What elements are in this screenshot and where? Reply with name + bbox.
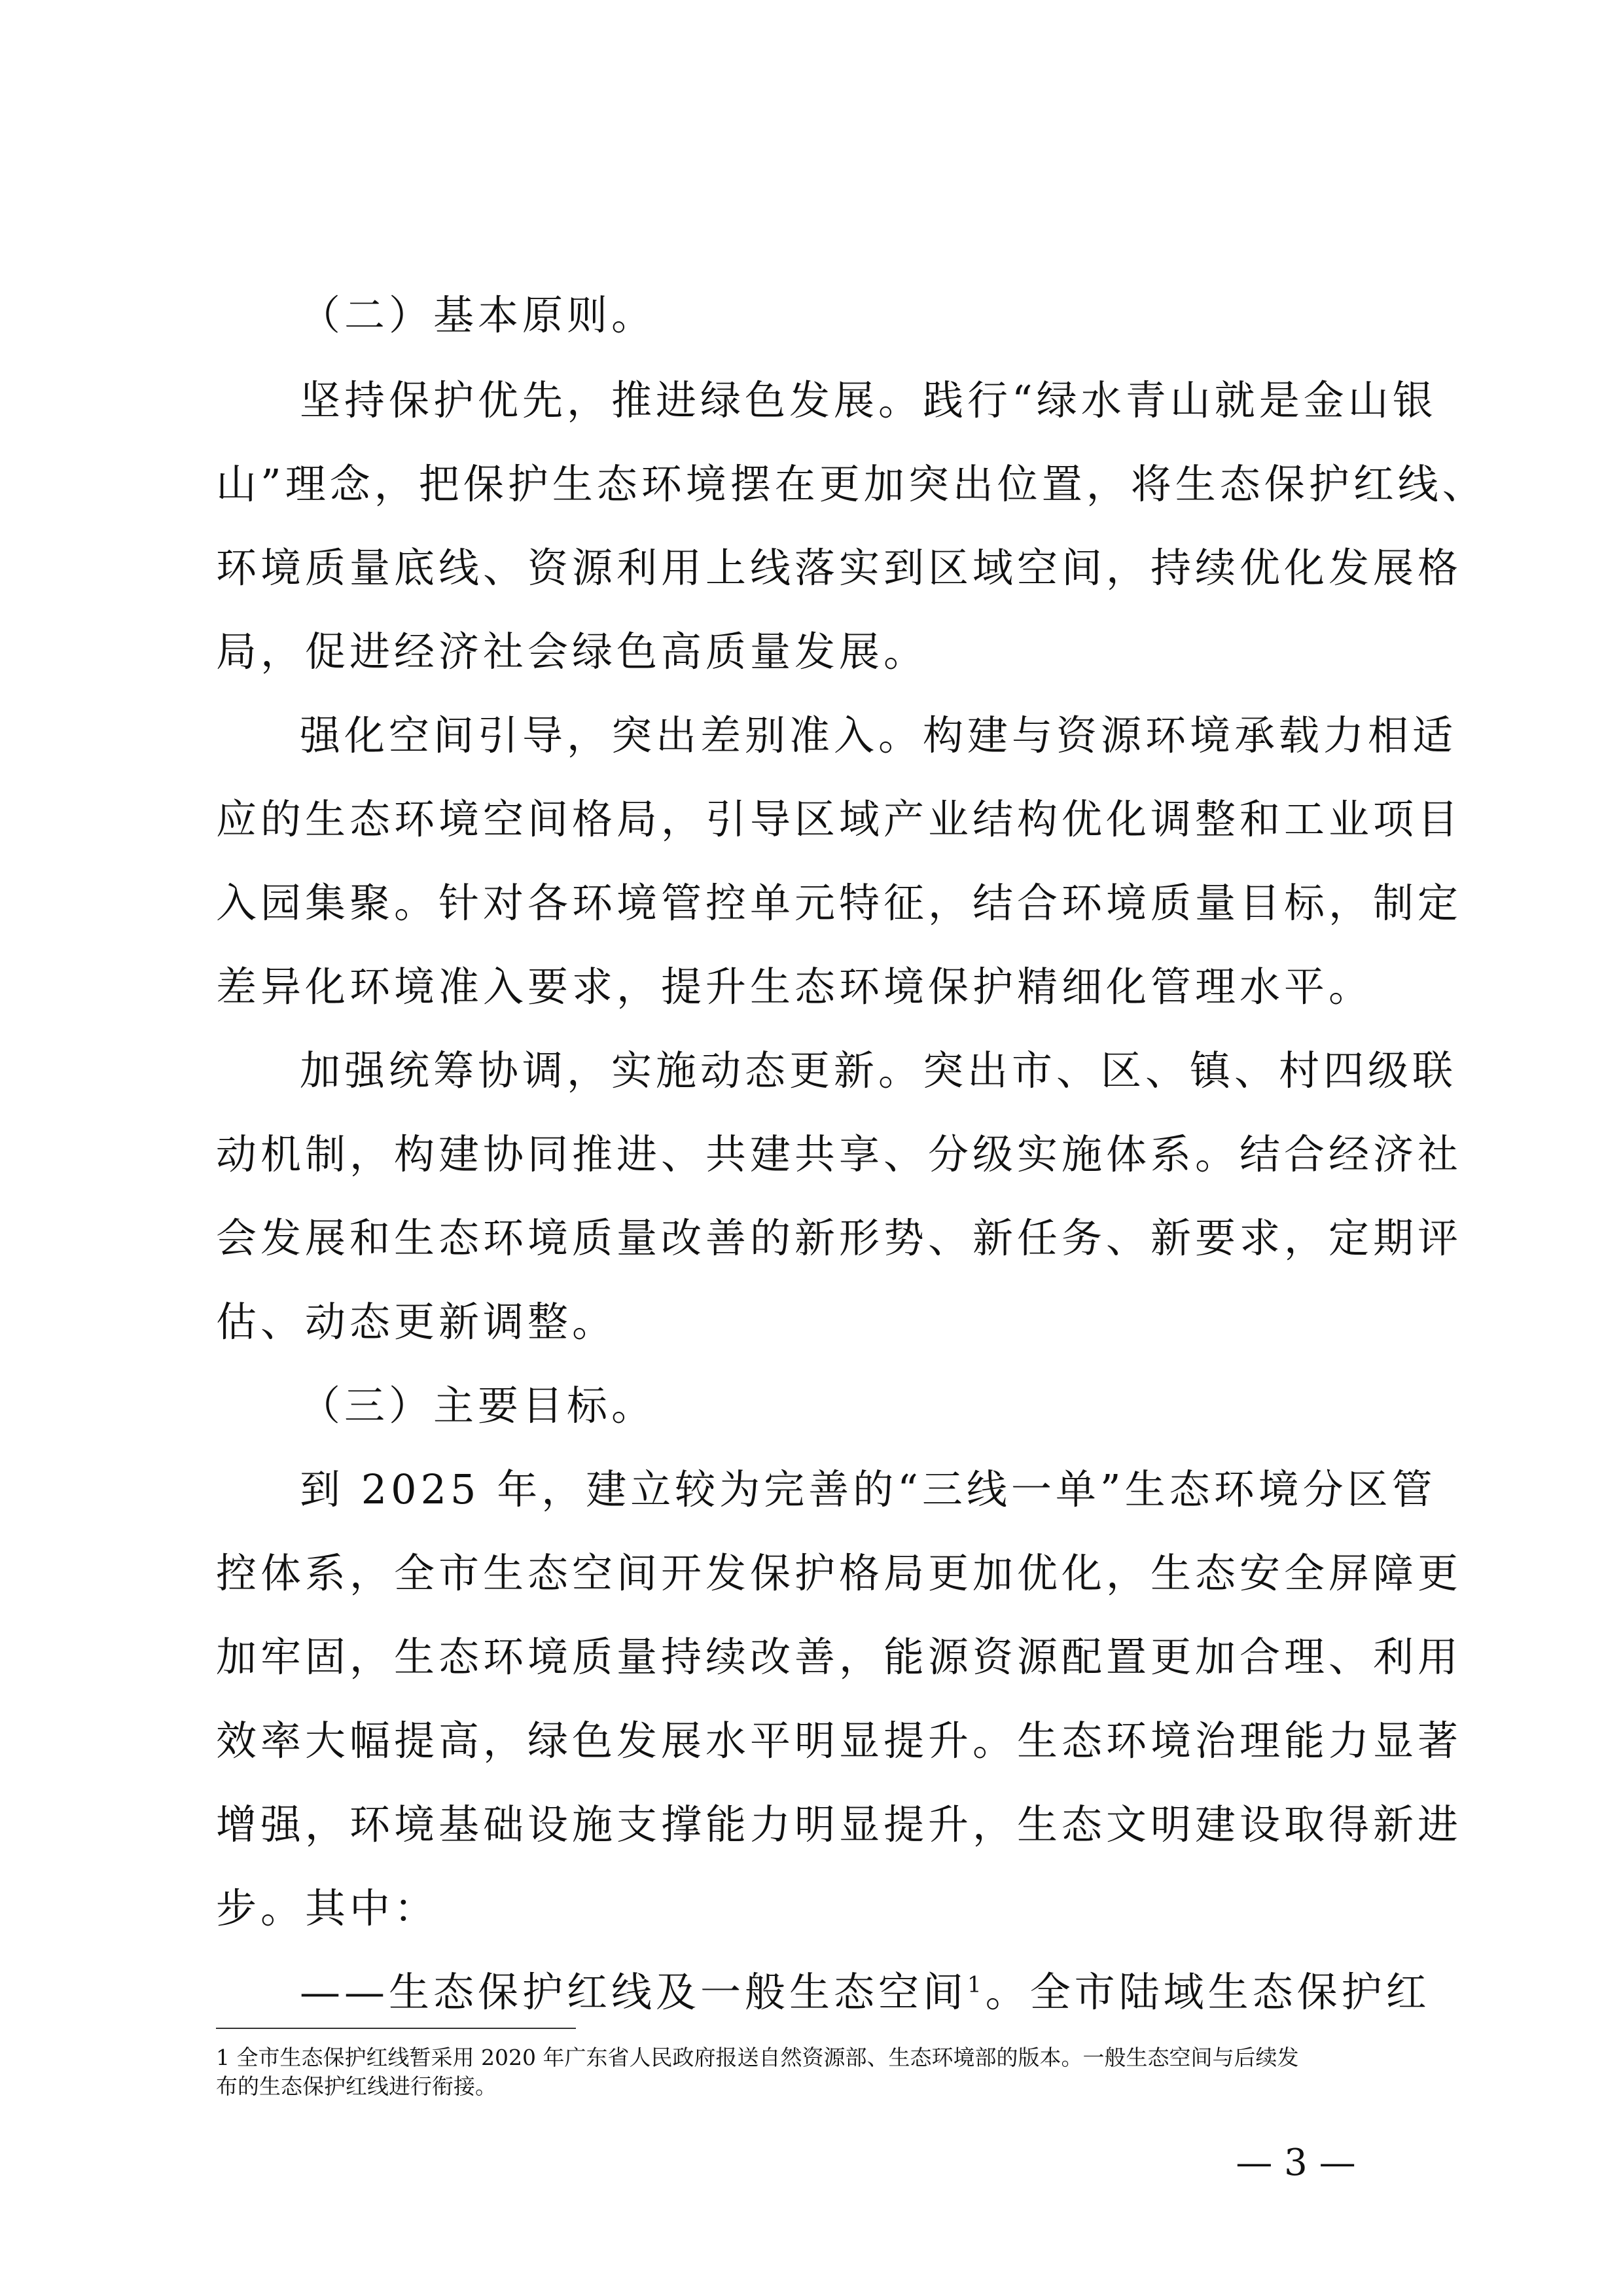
paragraph-line: 坚持保护优先，推进绿色发展。践行“绿水青山就是金山银: [300, 376, 1437, 424]
line-text-after-ref: 。全市陆域生态保护红: [985, 1968, 1431, 2016]
paragraph-line: 加牢固，生态环境质量持续改善，能源资源配置更加合理、利用: [216, 1633, 1463, 1681]
paragraph-line: 效率大幅提高，绿色发展水平明显提升。生态环境治理能力显著: [216, 1717, 1463, 1765]
paragraph-line: 步。其中：: [216, 1884, 439, 1932]
paragraph-line: 动机制，构建协同推进、共建共享、分级实施体系。结合经济社: [216, 1130, 1463, 1178]
page-number: — 3 —: [1236, 2142, 1356, 2184]
paragraph-line: 加强统筹协调，实施动态更新。突出市、区、镇、村四级联: [300, 1047, 1457, 1094]
paragraph-line: 环境质量底线、资源利用上线落实到区域空间，持续优化发展格: [216, 544, 1463, 592]
paragraph-line: 山”理念，把保护生态环境摆在更加突出位置，将生态保护红线、: [216, 460, 1487, 508]
footnote-line: 布的生态保护红线进行衔接。: [216, 2073, 497, 2099]
paragraph-line: 会发展和生态环境质量改善的新形势、新任务、新要求，定期评: [216, 1214, 1463, 1262]
line-text-before-ref: ——生态保护红线及一般生态空间: [300, 1968, 968, 2016]
section-heading-goals: （三）主要目标。: [300, 1382, 656, 1429]
paragraph-line: 增强，环境基础设施支撑能力明显提升，生态文明建设取得新进: [216, 1801, 1463, 1848]
section-heading-principles: （二）基本原则。: [300, 291, 656, 339]
paragraph-line: 局，促进经济社会绿色高质量发展。: [216, 628, 929, 675]
footnote-divider: [216, 2028, 576, 2029]
paragraph-line: 差异化环境准入要求，提升生态环境保护精细化管理水平。: [216, 963, 1374, 1011]
footnote-line: 1 全市生态保护红线暂采用 2020 年广东省人民政府报送自然资源部、生态环境部的版本。一般生态空间与后续发: [216, 2045, 1299, 2070]
paragraph-line: 强化空间引导，突出差别准入。构建与资源环境承载力相适: [300, 711, 1457, 759]
paragraph-line: 应的生态环境空间格局，引导区域产业结构优化调整和工业项目: [216, 795, 1463, 843]
paragraph-line: 估、动态更新调整。: [216, 1298, 617, 1346]
paragraph-line-with-footnote-ref: [216, 1966, 1431, 2018]
paragraph-line: 到 2025 年，建立较为完善的“三线一单”生态环境分区管: [300, 1465, 1436, 1513]
paragraph-line: 控体系，全市生态空间开发保护格局更加优化，生态安全屏障更: [216, 1549, 1463, 1597]
paragraph-line: 入园集聚。针对各环境管控单元特征，结合环境质量目标，制定: [216, 879, 1463, 927]
footnote-reference[interactable]: 1: [967, 1971, 986, 1998]
